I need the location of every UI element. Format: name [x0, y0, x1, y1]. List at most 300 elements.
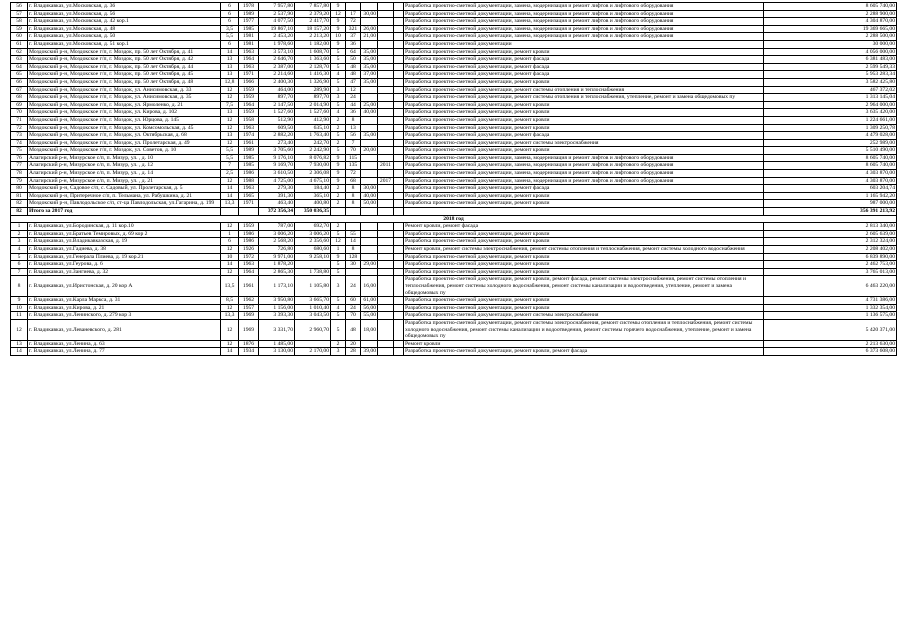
work-description-cell: Разработка проектно-сметной документации, ремонт кровли, ремонт фасада	[404, 348, 764, 356]
col-extra-3-cell	[394, 116, 404, 124]
work-description-cell: Разработка проектно-сметной документации	[404, 40, 764, 48]
table-row	[11, 71, 897, 79]
build-year-cell: 1964	[239, 56, 259, 64]
living-area-cell: 1 738,80	[295, 268, 331, 276]
row-number-cell: 12	[11, 319, 28, 340]
living-area-cell: 18 157,20	[295, 25, 331, 33]
living-area-cell: 3 043,50	[295, 312, 331, 320]
build-year-cell: 1876	[239, 340, 259, 348]
address-cell: г. Владикавказ, ул.Бородинская, д. 11 кор.10	[28, 223, 221, 231]
col-extra-2-cell	[378, 192, 394, 200]
row-number-cell: 60	[11, 33, 28, 41]
col-extra-3-cell	[394, 48, 404, 56]
living-area-cell: 1 527,60	[295, 109, 331, 117]
table-row	[11, 297, 897, 305]
work-description-cell: Разработка проектно-сметной документации, замена, модернизация и ремонт лифтов и лифтового оборудования	[404, 18, 764, 26]
build-year-cell: 1989	[239, 10, 259, 18]
floors-cell: 3	[331, 276, 346, 297]
residents-cell: 24	[346, 276, 361, 297]
living-area-cell: 2 356,60	[295, 238, 331, 246]
row-number-cell: 57	[11, 10, 28, 18]
row-number-cell: 8	[11, 276, 28, 297]
total-area-cell: 4 077,50	[259, 18, 295, 26]
work-description-cell: Разработка проектно-сметной документации, ремонт кровли	[404, 116, 764, 124]
work-description-cell: Разработка проектно-сметной документации, замена, модернизация и ремонт лифтов и лифтового оборудования	[404, 25, 764, 33]
row-number-cell: 82	[11, 208, 28, 216]
row-number-cell: 63	[11, 56, 28, 64]
cost-cell: 6 381 483,00	[764, 56, 897, 64]
col-extra-1-cell: 30,00	[361, 185, 378, 193]
floors-cell: 5	[331, 48, 346, 56]
table-row	[11, 348, 897, 356]
col-extra-3-cell	[394, 101, 404, 109]
living-area-cell: 412,90	[295, 116, 331, 124]
floors-cell: 5	[331, 319, 346, 340]
col-extra-3-cell	[394, 192, 404, 200]
col-extra-1-cell	[361, 253, 378, 261]
living-area-cell: 400,80	[295, 200, 331, 208]
cost-cell: 2 288 500,00	[764, 33, 897, 41]
residents-cell: 30	[346, 261, 361, 269]
row-number-cell: 11	[11, 312, 28, 320]
wear-percent-cell: 12	[221, 246, 239, 254]
total-area-cell: 609,50	[259, 124, 295, 132]
col-extra-3-cell	[394, 238, 404, 246]
build-year-cell: 1986	[239, 230, 259, 238]
col-extra-3-cell	[394, 78, 404, 86]
floors-cell: 9	[331, 170, 346, 178]
address-cell: Моздокский р-н, Моздокское г/п, г. Моздок, ул. Комсомольская, д. 45	[28, 124, 221, 132]
residents-cell	[346, 3, 361, 11]
cost-cell: 2 213 630,00	[764, 340, 897, 348]
cost-cell: 19 369 665,00	[764, 25, 897, 33]
row-number-cell: 78	[11, 170, 28, 178]
total-area-cell: 2 387,00	[259, 63, 295, 71]
floors-cell: 5	[331, 268, 346, 276]
row-number-cell: 62	[11, 48, 28, 56]
living-area-cell: 680,60	[295, 246, 331, 254]
row-number-cell: 80	[11, 185, 28, 193]
table-row	[11, 124, 897, 132]
living-area-cell: 242,70	[295, 139, 331, 147]
floors-cell: 9	[331, 154, 346, 162]
build-year-cell: 1962	[239, 297, 259, 305]
living-area-cell: 1 608,70	[295, 48, 331, 56]
wear-percent-cell: 12	[221, 223, 239, 231]
wear-percent-cell: 6	[221, 10, 239, 18]
cost-cell: 356 391 213,92	[764, 208, 897, 216]
row-number-cell: 1	[11, 223, 28, 231]
total-area-cell: 464,00	[259, 86, 295, 94]
residents-cell: 17	[346, 10, 361, 18]
col-extra-3-cell	[394, 319, 404, 340]
col-extra-2-cell	[378, 18, 394, 26]
floors-cell: 4	[331, 71, 346, 79]
work-description-cell: Разработка проектно-сметной документации, замена, модернизация и ремонт лифтов и лифтового оборудования	[404, 10, 764, 18]
wear-percent-cell: 13	[221, 56, 239, 64]
row-number-cell: 64	[11, 63, 28, 71]
table-row	[11, 304, 897, 312]
work-description-cell	[404, 208, 764, 216]
total-area-cell: 3 950,80	[259, 297, 295, 305]
living-area-cell: 1 363,60	[295, 56, 331, 64]
table-row	[11, 200, 897, 208]
build-year-cell: 1963	[239, 124, 259, 132]
total-area-cell: 2 568,20	[259, 238, 295, 246]
cost-cell: 5 953 283,34	[764, 71, 897, 79]
cost-cell: 1 313 145,04	[764, 94, 897, 102]
living-area-cell: 184,40	[295, 185, 331, 193]
cost-cell: 4 731 386,00	[764, 297, 897, 305]
col-extra-1-cell: 29,00	[361, 261, 378, 269]
col-extra-2-cell	[378, 33, 394, 41]
wear-percent-cell: 12	[221, 319, 239, 340]
total-area-cell: 273,40	[259, 139, 295, 147]
floors-cell: 5	[331, 78, 346, 86]
residents-cell: 47	[346, 78, 361, 86]
row-number-cell: 72	[11, 124, 28, 132]
table-row	[11, 147, 897, 155]
residents-cell: 8	[346, 246, 361, 254]
wear-percent-cell: 14	[221, 261, 239, 269]
address-cell: г. Владикавказ, ул.Генерала Плиева, д. 19 кор.21	[28, 253, 221, 261]
living-area-cell: 4 675,10	[295, 177, 331, 185]
floors-cell: 2	[331, 124, 346, 132]
col-extra-2-cell	[378, 223, 394, 231]
floors-cell: 2	[331, 340, 346, 348]
col-extra-2-cell	[378, 71, 394, 79]
col-extra-1-cell: 21,00	[361, 33, 378, 41]
total-row	[11, 208, 897, 216]
total-area-cell: 1 173,10	[259, 276, 295, 297]
table-row	[11, 78, 897, 86]
living-area-cell: 2 242,90	[295, 147, 331, 155]
cost-cell: 4 303 870,00	[764, 170, 897, 178]
col-extra-1-cell: 18,00	[361, 319, 378, 340]
row-number-cell: 56	[11, 3, 28, 11]
work-description-cell: Разработка проектно-сметной документации, замена, модернизация и ремонт лифтов и лифтового оборудования	[404, 154, 764, 162]
living-area-cell: 1 416,30	[295, 71, 331, 79]
col-extra-1-cell: 40,00	[361, 109, 378, 117]
cost-cell: 4 479 028,00	[764, 132, 897, 140]
table-row	[11, 86, 897, 94]
row-number-cell: 61	[11, 40, 28, 48]
col-extra-3-cell	[394, 147, 404, 155]
col-extra-3-cell	[394, 185, 404, 193]
col-extra-2-cell	[378, 78, 394, 86]
address-cell: Моздокский р-н, Моздокское г/п, г. Моздок, ул. Советов, д. 10	[28, 147, 221, 155]
wear-percent-cell: 12	[221, 86, 239, 94]
wear-percent-cell: 14	[221, 185, 239, 193]
col-extra-2-cell	[378, 304, 394, 312]
col-extra-1-cell	[361, 139, 378, 147]
cost-cell: 252 989,00	[764, 139, 897, 147]
total-area-cell: 512,90	[259, 116, 295, 124]
build-year-cell: 1958	[239, 116, 259, 124]
work-description-cell: Разработка проектно-сметной документации, ремонт кровли	[404, 200, 764, 208]
cost-cell: 6 463 220,00	[764, 276, 897, 297]
build-year-cell: 1959	[239, 109, 259, 117]
address-cell: Моздокский р-н, Павлодольское с/п, ст-ца Павлодольская, ул.Гагарина, д. 199	[28, 200, 221, 208]
total-area-cell: 463,40	[259, 200, 295, 208]
build-year-cell: 1969	[239, 312, 259, 320]
work-description-cell: Ремонт кровли, ремонт системы электроснабжения, ремонт системы отопления и теплоснабжения, ремонт системы холодного водоснабжения	[404, 246, 764, 254]
work-description-cell: Разработка проектно-сметной документации, ремонт кровли	[404, 48, 764, 56]
program-table	[10, 2, 897, 356]
row-number-cell: 75	[11, 147, 28, 155]
floors-cell: 5	[331, 261, 346, 269]
residents-cell: 60	[346, 297, 361, 305]
cost-cell: 2 462 753,00	[764, 261, 897, 269]
total-area-cell: 2 453,20	[259, 33, 295, 41]
total-area-cell: 3 130,00	[259, 348, 295, 356]
residents-cell: 50	[346, 56, 361, 64]
address-cell: г. Владикавказ, ул.Ленинского, д. 279 кор 3	[28, 312, 221, 320]
col-extra-3-cell	[394, 340, 404, 348]
col-extra-1-cell: 30,00	[361, 10, 378, 18]
col-extra-3-cell	[394, 40, 404, 48]
living-area-cell: 2 128,70	[295, 63, 331, 71]
floors-cell: 2	[331, 185, 346, 193]
total-area-cell: 3 705,60	[259, 147, 295, 155]
living-area-cell: 635,10	[295, 124, 331, 132]
address-cell: г. Владикавказ, ул.Владикавказская, д. 19	[28, 238, 221, 246]
build-year-cell: 1977	[239, 18, 259, 26]
address-cell: Моздокский р-н, Моздокское г/п, г. Моздок, ул. Ярмоленко, д. 21	[28, 101, 221, 109]
work-description-cell: Разработка проектно-сметной документации, замена, модернизация и ремонт лифтов и лифтового оборудования	[404, 170, 764, 178]
address-cell: г. Владикавказ, ул.Кирова, д. 21	[28, 304, 221, 312]
table-row	[11, 192, 897, 200]
residents-cell: 12	[346, 86, 361, 94]
col-extra-3-cell	[394, 132, 404, 140]
build-year-cell: 1959	[239, 223, 259, 231]
build-year-cell: 1934	[239, 348, 259, 356]
build-year-cell: 1986	[239, 238, 259, 246]
wear-percent-cell: 13	[221, 63, 239, 71]
col-extra-1-cell: 55,00	[361, 312, 378, 320]
work-description-cell: Разработка проектно-сметной документации, ремонт кровли	[404, 101, 764, 109]
work-description-cell: Разработка проектно-сметной документации, ремонт фасада	[404, 56, 764, 64]
work-description-cell: Разработка проектно-сметной документации, ремонт кровли	[404, 253, 764, 261]
table-row	[11, 33, 897, 41]
build-year-cell: 1926	[239, 246, 259, 254]
row-number-cell: 82	[11, 200, 28, 208]
address-cell: г. Владикавказ, ул.Геурова, д. 6	[28, 261, 221, 269]
residents-cell: 24	[346, 304, 361, 312]
total-area-cell: 726,80	[259, 246, 295, 254]
cost-cell: 5 420 371,00	[764, 319, 897, 340]
floors-cell: 3	[331, 94, 346, 102]
col-extra-3-cell	[394, 208, 404, 216]
residents-cell: 8	[346, 200, 361, 208]
col-extra-1-cell	[361, 124, 378, 132]
address-cell: г. Владикавказ, ул.Гадиева, д. 38	[28, 246, 221, 254]
table-row	[11, 25, 897, 33]
residents-cell: 44	[346, 101, 361, 109]
wear-percent-cell	[221, 208, 239, 216]
total-area-cell: 897,70	[259, 94, 295, 102]
address-cell: Моздокский р-н, Моздокское г/п, г. Моздок, ул. Октябрьская, д. 68	[28, 132, 221, 140]
row-number-cell: 77	[11, 162, 28, 170]
work-description-cell: Разработка проектно-сметной документации, ремонт кровли	[404, 124, 764, 132]
total-area-cell: 2 214,60	[259, 71, 295, 79]
total-area-cell: 391,30	[259, 192, 295, 200]
row-number-cell: 5	[11, 253, 28, 261]
residents-cell: 8	[346, 116, 361, 124]
build-year-cell: 1985	[239, 154, 259, 162]
table-row	[11, 185, 897, 193]
col-extra-1-cell: 20,00	[361, 147, 378, 155]
total-area-cell: 1 156,00	[259, 304, 295, 312]
cost-cell: 8 605 740,00	[764, 162, 897, 170]
living-area-cell: 3 665,70	[295, 297, 331, 305]
residents-cell: 68	[346, 177, 361, 185]
col-extra-2-cell	[378, 170, 394, 178]
address-cell: г. Владикавказ, ул.Леваневского, д. 281	[28, 319, 221, 340]
work-description-cell: Разработка проектно-сметной документации, ремонт фасада	[404, 63, 764, 71]
row-number-cell: 9	[11, 297, 28, 305]
col-extra-3-cell	[394, 200, 404, 208]
residents-cell: 8	[346, 185, 361, 193]
work-description-cell: Разработка проектно-сметной документации, замена, модернизация и ремонт лифтов и лифтового оборудования	[404, 162, 764, 170]
col-extra-2-cell	[378, 147, 394, 155]
address-cell: г. Владикавказ, ул.Ленина, д. 63	[28, 340, 221, 348]
floors-cell: 2	[331, 200, 346, 208]
row-number-cell: 59	[11, 25, 28, 33]
row-number-cell: 3	[11, 238, 28, 246]
col-extra-2-cell	[378, 25, 394, 33]
total-area-cell: 3 610,50	[259, 170, 295, 178]
wear-percent-cell: 12	[221, 268, 239, 276]
floors-cell: 1	[331, 246, 346, 254]
table-row	[11, 246, 897, 254]
cost-cell: 2 605 639,00	[764, 230, 897, 238]
row-number-cell: 74	[11, 139, 28, 147]
living-area-cell: 2 306,08	[295, 170, 331, 178]
build-year-cell: 1964	[239, 268, 259, 276]
cost-cell: 2 599 549,33	[764, 63, 897, 71]
floors-cell: 5	[331, 101, 346, 109]
living-area-cell: 2 417,70	[295, 18, 331, 26]
wear-percent-cell: 10	[221, 253, 239, 261]
residents-cell: 321	[346, 25, 361, 33]
table-row	[11, 154, 897, 162]
col-extra-1-cell: 35,00	[361, 48, 378, 56]
table-row	[11, 48, 897, 56]
row-number-cell: 76	[11, 154, 28, 162]
row-number-cell: 2	[11, 230, 28, 238]
floors-cell: 9	[331, 18, 346, 26]
col-extra-2-cell	[378, 109, 394, 117]
wear-percent-cell: 2,5	[221, 170, 239, 178]
col-extra-3-cell	[394, 276, 404, 297]
cost-cell: 2 964 000,00	[764, 101, 897, 109]
wear-percent-cell: 5,5	[221, 154, 239, 162]
wear-percent-cell: 13,5	[221, 276, 239, 297]
col-extra-1-cell: 61,00	[361, 297, 378, 305]
row-number-cell: 71	[11, 116, 28, 124]
build-year-cell: 1989	[239, 147, 259, 155]
floors-cell: 5	[331, 230, 346, 238]
col-extra-3-cell	[394, 246, 404, 254]
col-extra-2-cell	[378, 124, 394, 132]
table-row	[11, 230, 897, 238]
work-description-cell: Разработка проектно-сметной документации, ремонт фасада	[404, 71, 764, 79]
address-cell: Моздокский р-н, Моздокское г/п, г. Моздок, пр. 50 лет Октября, д. 42	[28, 56, 221, 64]
col-extra-3-cell	[394, 3, 404, 11]
col-extra-3-cell	[394, 312, 404, 320]
col-extra-1-cell: 56,00	[361, 304, 378, 312]
table-row	[11, 261, 897, 269]
wear-percent-cell: 1	[221, 230, 239, 238]
col-extra-1-cell	[361, 208, 378, 216]
build-year-cell: 1978	[239, 3, 259, 11]
col-extra-3-cell	[394, 268, 404, 276]
floors-cell: 3	[331, 86, 346, 94]
col-extra-3-cell	[394, 348, 404, 356]
table-row	[11, 162, 897, 170]
address-cell: Моздокский р-н, Моздокское г/п, г. Моздок, ул. Пролетарская, д. 49	[28, 139, 221, 147]
total-area-cell: 1 978,60	[259, 40, 295, 48]
living-area-cell: 1 105,80	[295, 276, 331, 297]
residents-cell: 48	[346, 71, 361, 79]
col-extra-1-cell	[361, 86, 378, 94]
col-extra-1-cell: 35,00	[361, 63, 378, 71]
floors-cell: 4	[331, 304, 346, 312]
wear-percent-cell: 12,8	[221, 78, 239, 86]
living-area-cell: 350 036,35	[295, 208, 331, 216]
table-row	[11, 56, 897, 64]
col-extra-2-cell	[378, 230, 394, 238]
residents-cell: 72	[346, 170, 361, 178]
wear-percent-cell: 6	[221, 3, 239, 11]
col-extra-2-cell: 2011	[378, 162, 394, 170]
table-row	[11, 223, 897, 231]
work-description-cell: Разработка проектно-сметной документации, ремонт фасада	[404, 132, 764, 140]
wear-percent-cell: 6	[221, 18, 239, 26]
address-cell: г. Владикавказ, ул.Карла Маркса, д. 31	[28, 297, 221, 305]
col-extra-1-cell	[361, 223, 378, 231]
address-cell: Моздокский р-н, Притеречное с/п, п. Тельмана, ул. Рабушкина, д. 21	[28, 192, 221, 200]
build-year-cell: 1981	[239, 33, 259, 41]
total-area-cell: 7 957,80	[259, 3, 295, 11]
col-extra-3-cell	[394, 124, 404, 132]
address-cell: Моздокский р-н, Моздокское г/п, г. Моздок, пр. 50 лет Октября, д. 44	[28, 63, 221, 71]
living-area-cell: 1 326,90	[295, 78, 331, 86]
cost-cell: 2 312 324,00	[764, 238, 897, 246]
work-description-cell: Разработка проектно-сметной документации, ремонт кровли	[404, 147, 764, 155]
col-extra-1-cell: 16,00	[361, 276, 378, 297]
floors-cell: 12	[331, 10, 346, 18]
living-area-cell: 9 258,10	[295, 253, 331, 261]
col-extra-1-cell	[361, 18, 378, 26]
floors-cell: 5	[331, 63, 346, 71]
address-cell: Алагирский р-н, Мизурское с/п, п. Мизур, ул. , д. 10	[28, 154, 221, 162]
living-area-cell: 1 010,40	[295, 304, 331, 312]
col-extra-3-cell	[394, 170, 404, 178]
col-extra-2-cell	[378, 3, 394, 11]
cost-cell: 603 204,74	[764, 185, 897, 193]
wear-percent-cell: 3,5	[221, 25, 239, 33]
wear-percent-cell: 12	[221, 304, 239, 312]
floors-cell: 2	[331, 223, 346, 231]
living-area-cell: 8 076,82	[295, 154, 331, 162]
work-description-cell: Разработка проектно-сметной документации, замена, модернизация и ремонт лифтов и лифтового оборудования	[404, 177, 764, 185]
address-cell: Алагирский р-н, Мизурское с/п, п. Мизур, ул. , д. 14	[28, 170, 221, 178]
col-extra-2-cell	[378, 261, 394, 269]
residents-cell: 56	[346, 132, 361, 140]
residents-cell: 8	[346, 192, 361, 200]
